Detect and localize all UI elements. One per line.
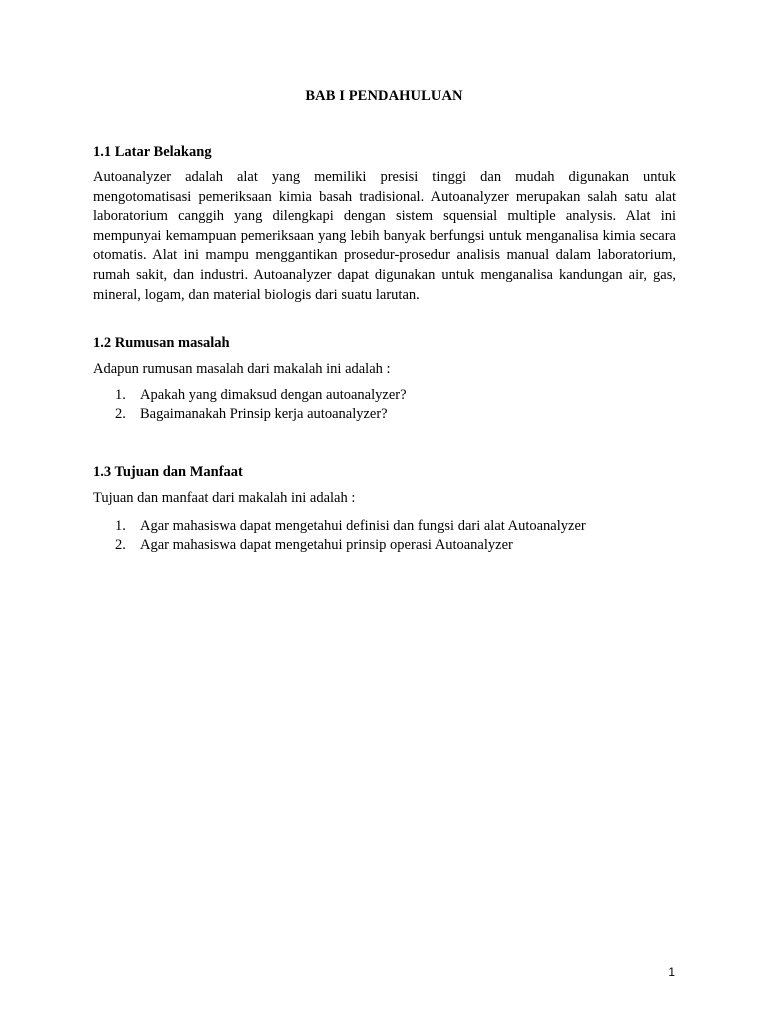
section-heading: 1.2 Rumusan masalah	[93, 335, 230, 351]
list-item-text: Agar mahasiswa dapat mengetahui definisi dan fungsi dari alat Autoanalyzer	[140, 517, 586, 534]
list-item-number: 2.	[115, 537, 126, 553]
list-item	[93, 517, 676, 536]
section-heading: 1.3 Tujuan dan Manfaat	[93, 464, 243, 480]
list-item-text: Bagaimanakah Prinsip kerja autoanalyzer?	[140, 406, 388, 422]
chapter-title: BAB I PENDAHULUAN	[305, 88, 463, 104]
section-intro: Tujuan dan manfaat dari makalah ini adalah :	[93, 490, 356, 506]
list-item-number: 1.	[115, 386, 126, 403]
section-intro: Adapun rumusan masalah dari makalah ini adalah :	[93, 361, 391, 377]
page-number: 1	[668, 965, 675, 979]
list-item-number: 1.	[115, 517, 126, 534]
section-latar-belakang	[93, 142, 676, 305]
list-item	[93, 536, 676, 555]
list-item	[93, 405, 676, 424]
section-heading: 1.1 Latar Belakang	[93, 144, 212, 160]
numbered-list	[93, 386, 676, 425]
list-item-text: Agar mahasiswa dapat mengetahui prinsip operasi Autoanalyzer	[140, 537, 513, 553]
section-paragraph: Autoanalyzer adalah alat yang memiliki presisi tinggi dan mudah digunakan untuk mengotomatisasi pemeriksaan kimia basah tradisional. Autoanalyzer merupakan salah satu alat laboratorium canggih yang dilengkapi dengan sistem squensial multiple analysis. Alat ini mempunyai kemampuan pemeriksaan yang lebih banyak berfungsi untuk menganalisa kimia secara otomatis. Alat ini mampu menggantikan prosedur-prosedur analisis manual dalam laboratorium, rumah sakit, dan industri. Autoanalyzer dapat digunakan untuk menganalisa kandungan air, gas, mineral, logam, dan material biologis dari suatu larutan.	[93, 169, 676, 303]
list-item-text: Apakah yang dimaksud dengan autoanalyzer?	[140, 386, 407, 403]
list-item-number: 2.	[115, 406, 126, 422]
list-item	[93, 386, 676, 405]
section-tujuan-manfaat	[93, 462, 676, 555]
section-rumusan-masalah	[93, 333, 676, 424]
numbered-list	[93, 517, 676, 556]
